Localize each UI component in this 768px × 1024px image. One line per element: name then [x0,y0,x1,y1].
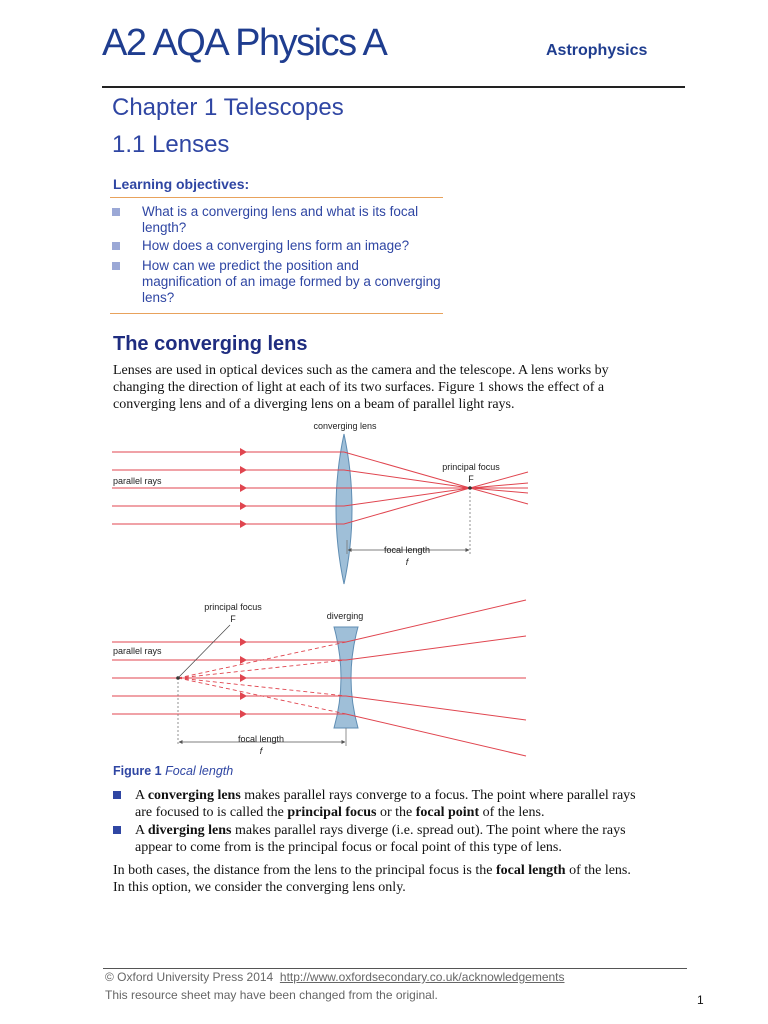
converging-lens-shape [336,434,352,584]
intro-paragraph: Lenses are used in optical devices such as the camera and the telescope. A lens works by changing the direction of light at each of its two surfaces. Figure 1 shows the effect of a converging lens and of a diverging lens on a beam of parallel light rays. [113,363,609,412]
copyright-text: © Oxford University Press 2014 [105,970,274,984]
converging-lens-label: converging lens [313,421,377,431]
subsection-title: 1.1 Lenses [112,131,230,158]
page-number: 1 [697,993,704,1007]
bullet-converging [113,787,653,821]
bullet-text: A converging lens makes parallel rays converge to a focus. The point where parallel rays are focused to is called the principal focus or the focal point of the lens. [135,788,636,820]
converging-lens-heading: The converging lens [113,333,308,355]
bullet-square-icon [112,242,120,250]
figure-caption-text: Focal length [165,764,234,778]
converging-diagram [112,421,528,584]
objective-item [112,238,442,254]
closing-paragraph: In both cases, the distance from the lens to the principal focus is the focal length of the lens. In this option, we consider the converging lens only. [113,863,631,895]
section-label: Astrophysics [546,42,648,59]
header-divider [102,86,685,88]
diverging-lens-label: diverging [326,611,364,621]
ray-arrowheads [240,638,247,718]
ray-arrowheads [240,448,247,528]
objective-item [112,258,442,306]
objective-text: What is a converging lens and what is its focal length? [142,204,419,235]
objectives-bottom-rule [110,313,443,314]
objective-item [112,204,442,236]
chapter-title: Chapter 1 Telescopes [112,94,344,121]
diverging-diagram [112,600,526,756]
focal-symbol: f [259,746,263,756]
objectives-top-rule [110,197,443,198]
figure-number: Figure 1 [113,764,162,778]
footer-copyright-line [105,970,565,984]
parallel-rays-label: parallel rays [113,476,162,486]
learning-objectives-heading: Learning objectives: [113,176,250,192]
bullet-square-icon [113,791,121,799]
bullet-diverging [113,822,653,856]
focal-symbol: f [405,557,409,567]
acknowledgements-link[interactable]: http://www.oxfordsecondary.co.uk/acknowledgements [279,970,565,984]
footer-divider [103,968,687,969]
diverging-rays [112,600,526,756]
principal-focus-label: principal focus [204,602,262,612]
objective-text: How can we predict the position and magnification of an image formed by a converging lens? [142,258,441,305]
objective-text: How does a converging lens form an image? [142,238,410,253]
focal-length-label: focal length [383,545,431,555]
focal-length-figure [108,412,538,764]
figure-caption [113,764,233,778]
bullet-square-icon [113,826,121,834]
focus-leader-line [178,625,230,678]
focal-length-label: focal length [237,734,285,744]
principal-focus-point [468,486,472,490]
brand-title: A2 AQA Physics A [102,22,387,64]
bullet-text: A diverging lens makes parallel rays diverge (i.e. spread out). The point where the rays appear to come from is the principal focus or focal point of this type of lens. [135,823,626,855]
focus-letter: F [230,614,236,624]
focus-letter: F [468,474,474,484]
footer-note: This resource sheet may have been changed from the original. [105,988,438,1002]
bullet-square-icon [112,262,120,270]
bullet-square-icon [112,208,120,216]
principal-focus-label: principal focus [442,462,500,472]
parallel-rays-label: parallel rays [113,646,162,656]
